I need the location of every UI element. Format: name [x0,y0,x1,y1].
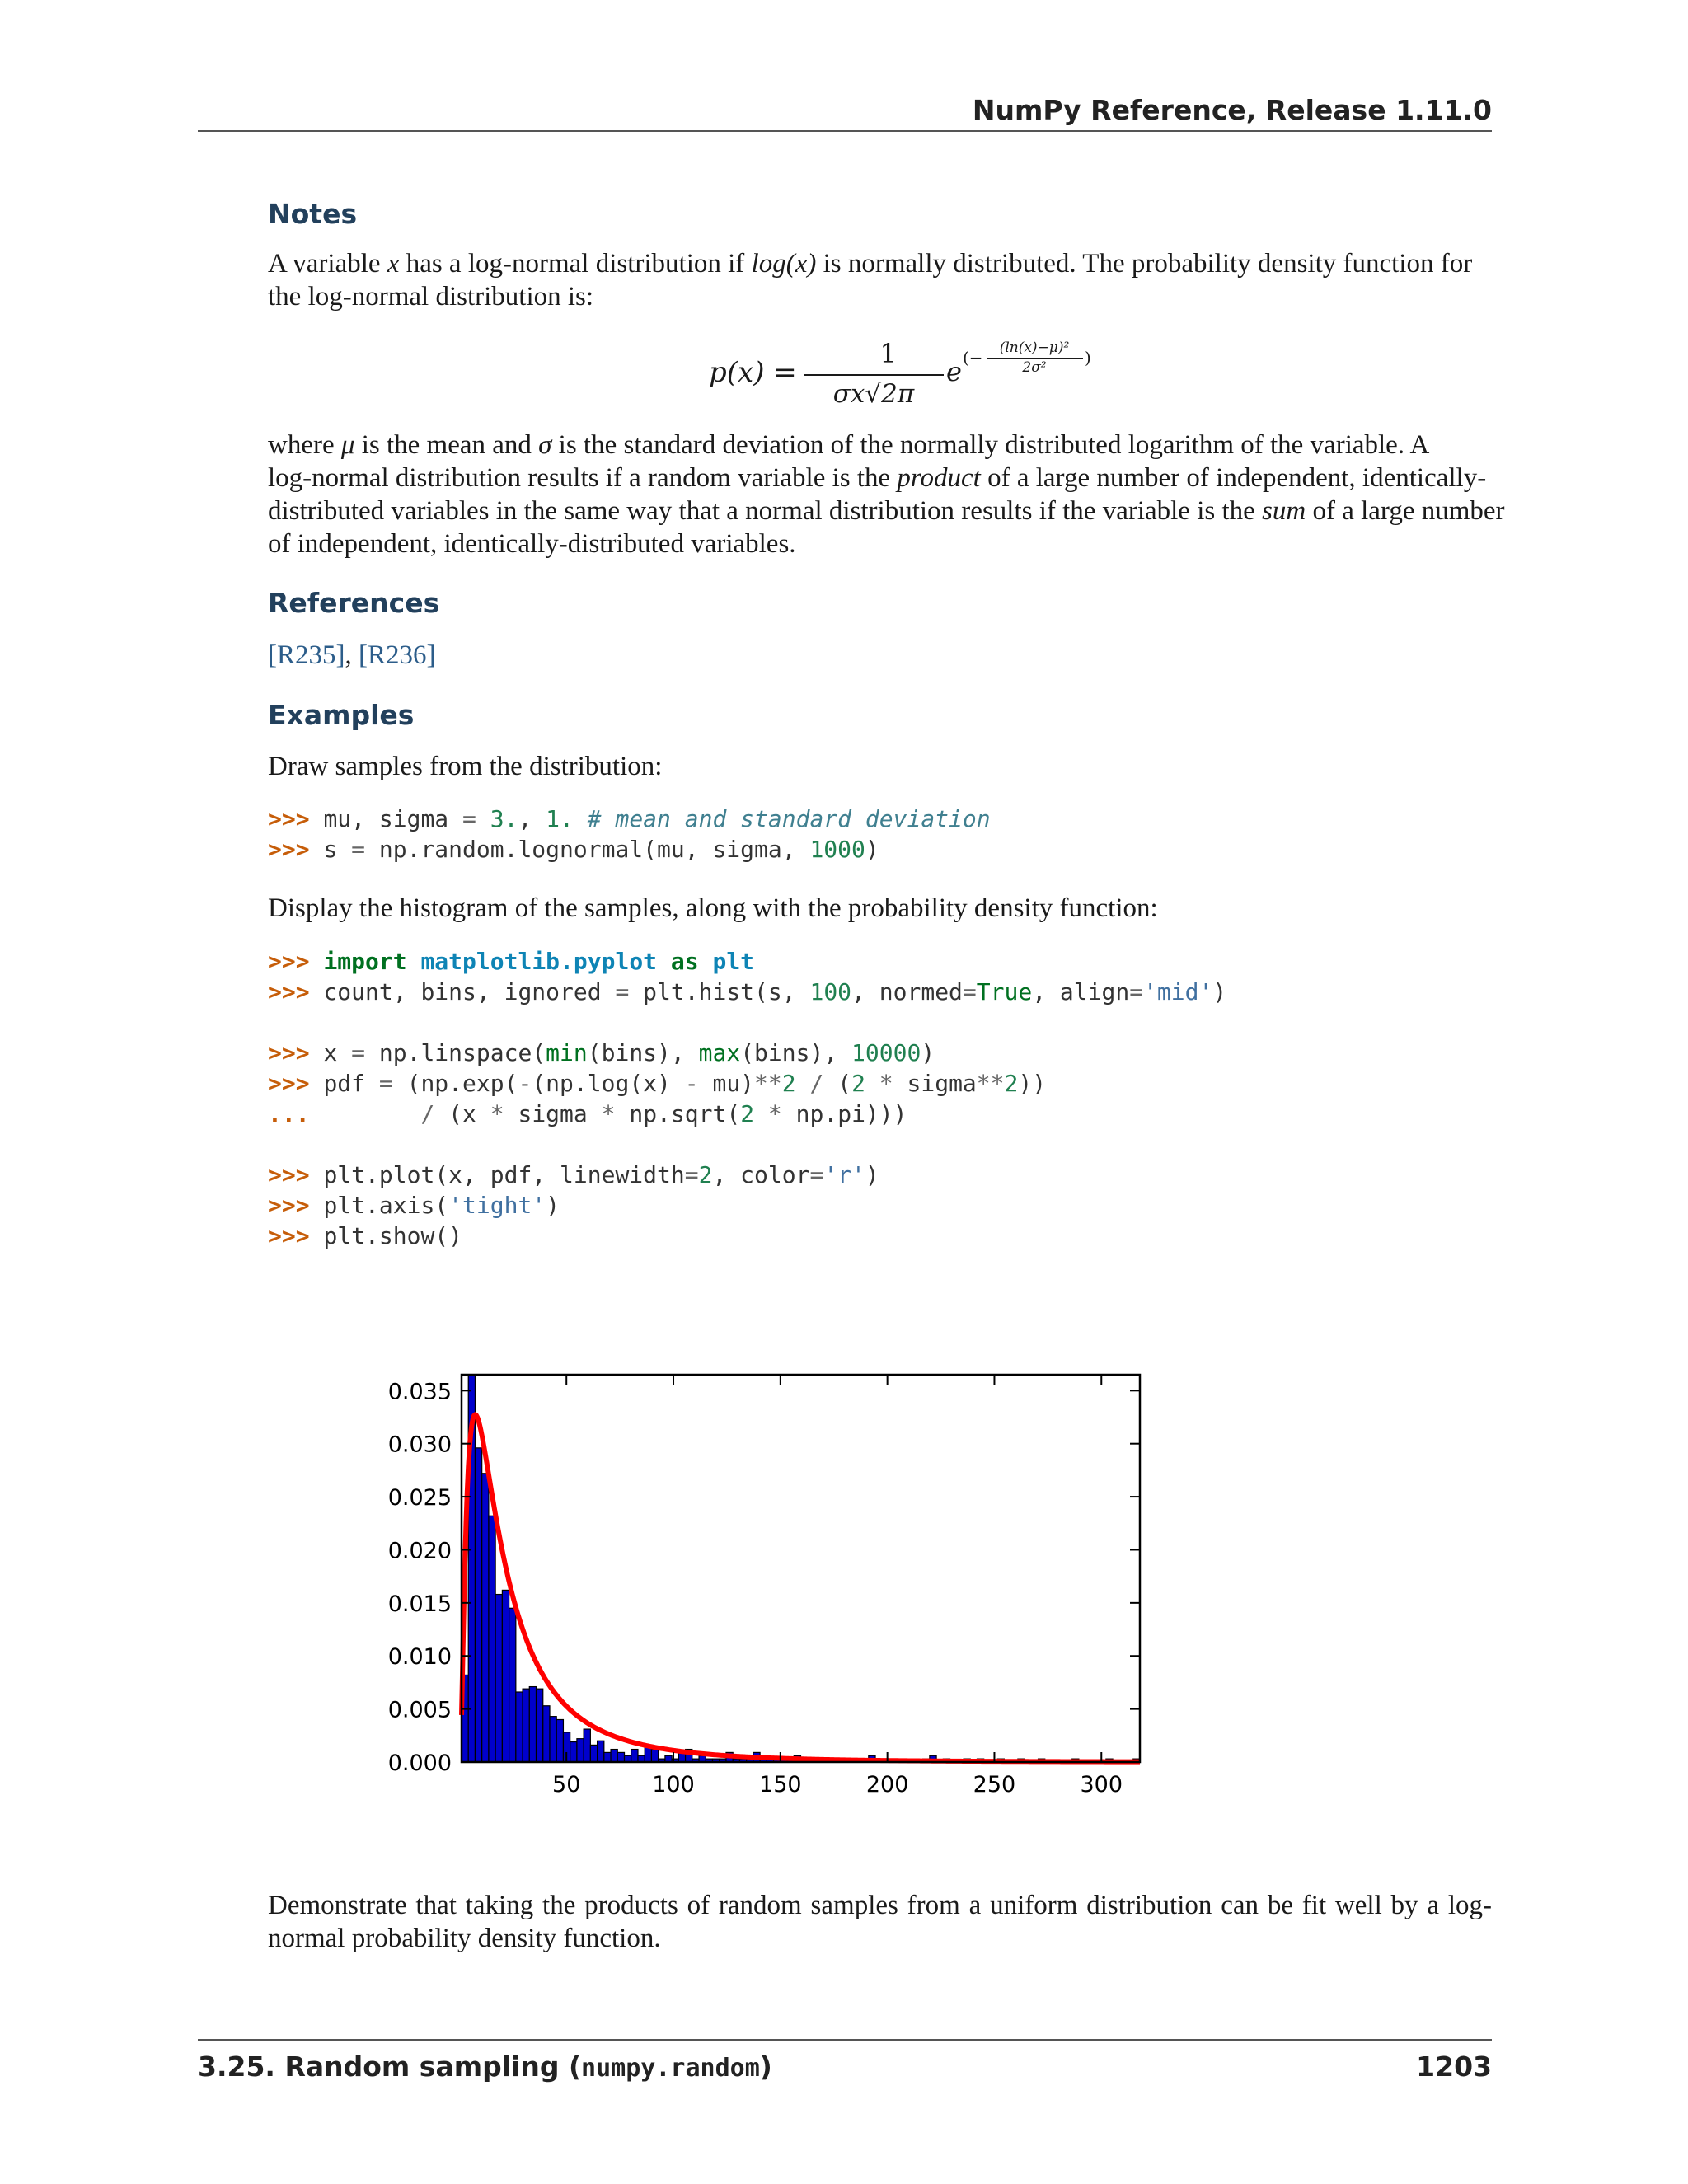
y-tick-label: 0.030 [387,1432,452,1458]
histogram-bar [651,1750,658,1762]
notes-intro: A variable x has a log-normal distribution if log(x) is normally distributed. The probability density function for the log-normal distribution is: [268,249,1473,312]
notes-description: where μ is the mean and σ is the standard deviation of the normally distributed logarithm of the variable. A log-normal distribution results if a random variable is the product of a large number of independent, identically- distributed variables in the same way that a normal distribution results if the variable is the sum of a large number of independent, identically-distributed variables. [268,430,1505,559]
code-line-5: >>> x = np.linspace(min(bins), max(bins), 10000) [268,1039,935,1066]
histogram-bar [584,1729,590,1762]
code-line-10: >>> plt.show() [268,1222,463,1249]
code-line-2: >>> s = np.random.lognormal(mu, sigma, 1000) [268,836,879,863]
code-line-1: >>> mu, sigma = 3., 1. # mean and standard deviation [268,805,991,832]
y-tick-label: 0.010 [387,1644,452,1671]
y-tick-label: 0.000 [387,1750,452,1776]
page-number: 1203 [1416,2050,1492,2083]
code-line-4: >>> count, bins, ignored = plt.hist(s, 100, normed=True, align='mid') [268,978,1227,1005]
header-title: NumPy Reference, Release 1.11.0 [972,94,1492,126]
histogram-bar [489,1516,495,1762]
examples-heading: Examples [268,699,415,731]
histogram-bar [577,1739,584,1762]
x-tick-label: 150 [759,1772,802,1797]
page-footer [198,2039,1492,2090]
footer-section: 3.25. Random sampling (numpy.random) [198,2050,772,2083]
pdf-curve [462,1414,1140,1761]
x-tick-label: 50 [552,1772,581,1797]
y-tick-label: 0.015 [387,1591,452,1617]
y-tick-label: 0.020 [387,1538,452,1564]
histogram-bar [509,1608,516,1762]
running-header [198,89,1492,132]
lognormal-histogram-chart [363,1352,1154,1797]
histogram-bar [590,1745,597,1762]
histogram-bar [537,1689,543,1762]
histogram-bar [550,1717,556,1762]
examples-display-text: Display the histogram of the samples, along with the probability density function: [268,893,1158,923]
x-tick-label: 200 [865,1772,909,1797]
code-line-9: >>> plt.axis('tight') [268,1192,560,1219]
y-tick-label: 0.005 [387,1697,452,1723]
histogram-bar [523,1689,529,1762]
references-list: [R235], [R236] [268,640,436,670]
histogram-bar [543,1706,550,1762]
histogram-bar [631,1750,638,1762]
histogram-bar [556,1719,563,1762]
notes-heading: Notes [268,198,358,230]
x-tick-label: 300 [1080,1772,1123,1797]
histogram-bar [529,1687,536,1762]
code-line-8: >>> plt.plot(x, pdf, linewidth=2, color='r') [268,1161,879,1188]
lognormal-pdf-formula: p(x) = 1 σx√2π e (− (ln(x)−μ)² 2σ² ) [709,338,1091,409]
reference-link-r236[interactable]: [R236] [359,640,436,670]
histogram-bar [482,1474,489,1762]
code-line-7: ... / (x * sigma * np.sqrt(2 * np.pi))) [268,1100,907,1127]
histogram-bar [604,1752,611,1762]
x-tick-label: 100 [652,1772,695,1797]
histogram-bar [495,1595,502,1762]
code-line-3: >>> import matplotlib.pyplot as plt [268,948,755,975]
histogram-bar [502,1590,509,1762]
histogram-bar [570,1742,577,1762]
histogram-bar [516,1692,523,1762]
histogram-bar [475,1448,481,1762]
x-tick-label: 250 [973,1772,1016,1797]
histogram-bar [598,1741,604,1762]
examples-demo-text: Demonstrate that taking the products of random samples from a uniform distribution can be fit well by a log- normal probability density function. [268,1891,1492,1953]
code-line-6: >>> pdf = (np.exp(-(np.log(x) - mu)**2 / (2 * sigma**2)) [268,1070,1047,1097]
references-heading: References [268,587,440,619]
code-block-sampling [268,804,991,865]
y-tick-label: 0.025 [387,1485,452,1511]
code-block-plotting [268,946,1226,1251]
histogram-bar [617,1752,624,1762]
histogram-bar [611,1750,617,1762]
y-tick-label: 0.035 [387,1379,452,1405]
examples-draw-text: Draw samples from the distribution: [268,752,663,781]
reference-link-r235[interactable]: [R235] [268,640,345,670]
